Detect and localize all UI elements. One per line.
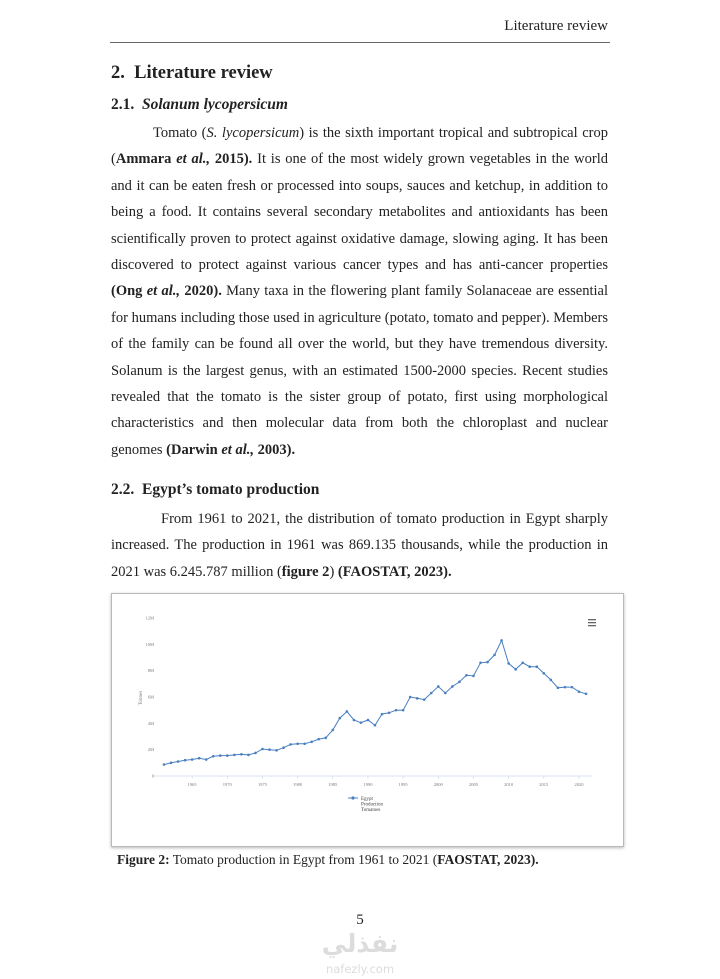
- subsection-number: 2.2.: [111, 481, 135, 498]
- data-point[interactable]: [170, 762, 173, 765]
- data-point[interactable]: [458, 681, 461, 684]
- data-point[interactable]: [332, 729, 335, 732]
- subsection-title: Egypt’s tomato production: [142, 481, 320, 498]
- data-point[interactable]: [163, 763, 166, 766]
- data-point[interactable]: [550, 679, 553, 682]
- legend-label: [361, 797, 383, 813]
- data-point[interactable]: [486, 661, 489, 664]
- y-tick-label: 8M: [147, 668, 154, 674]
- production-line-chart: [112, 594, 623, 846]
- running-header: Literature review: [504, 18, 608, 34]
- data-point[interactable]: [543, 672, 546, 675]
- data-point[interactable]: [402, 709, 405, 712]
- data-point[interactable]: [261, 748, 264, 751]
- data-point[interactable]: [296, 742, 299, 745]
- data-point[interactable]: [465, 674, 468, 677]
- data-point[interactable]: [388, 712, 391, 715]
- data-point[interactable]: [191, 758, 194, 761]
- figure-reference: figure 2: [281, 563, 330, 580]
- data-point[interactable]: [177, 760, 180, 763]
- data-point[interactable]: [535, 665, 538, 668]
- data-point[interactable]: [212, 755, 215, 758]
- x-tick-label: 1980: [293, 782, 303, 787]
- y-tick-label: 6M: [147, 694, 154, 700]
- data-point[interactable]: [430, 692, 433, 695]
- data-point[interactable]: [374, 724, 377, 727]
- x-tick-label: 2015: [539, 782, 549, 787]
- citation-ammara: Ammara et al., 2015).: [115, 151, 253, 168]
- data-point[interactable]: [205, 758, 208, 761]
- text-run: From 1961 to 2021, the distribution of tomato production in Egypt sharply increased. The production in 1961 was 869.135 thousands, while the production in 2021 was 6.245.787 million (: [111, 511, 608, 580]
- section-title: Literature review: [134, 63, 273, 83]
- data-point[interactable]: [395, 709, 398, 712]
- data-point[interactable]: [289, 743, 292, 746]
- data-point[interactable]: [240, 753, 243, 756]
- text-run: Many taxa in the flowering plant family Solanaceae are essential for humans including those used in agriculture (potato, tomato and pepper). Members of the family can be found all over the world, but they have tremendous diversity. Solanum is the largest genus, with an estimated 1500-2000 species. Recent studies revealed that the tomato is the sister group of potato, first using morphological characteristics and then molecular data from both the chloroplast and nuclear genomes: [111, 283, 609, 458]
- caption-source: FAOSTAT, 2023).: [437, 852, 539, 867]
- series-line-egypt: [164, 640, 586, 764]
- data-point[interactable]: [367, 719, 370, 722]
- data-point[interactable]: [303, 742, 306, 745]
- data-point[interactable]: [451, 685, 454, 688]
- subsection-heading-2-2: [111, 481, 319, 499]
- y-tick-label: 0: [151, 773, 154, 779]
- data-point[interactable]: [521, 661, 524, 664]
- x-tick-label: 1975: [257, 782, 267, 787]
- data-point[interactable]: [310, 740, 313, 743]
- text-run: Tomato (: [153, 125, 207, 141]
- figure-label: Figure 2:: [117, 852, 170, 867]
- watermark-logo: نفذلي: [321, 929, 399, 958]
- x-tick-label: 2020: [574, 782, 584, 787]
- data-point[interactable]: [381, 713, 384, 716]
- data-point[interactable]: [564, 686, 567, 689]
- data-point[interactable]: [339, 717, 342, 720]
- header-rule: [110, 42, 610, 43]
- caption-text: Tomato production in Egypt from 1961 to 2021 (: [169, 852, 438, 867]
- hamburger-menu-icon[interactable]: [588, 619, 596, 626]
- x-tick-label: 1990: [363, 782, 373, 787]
- data-point[interactable]: [528, 665, 531, 668]
- data-point[interactable]: [571, 686, 574, 689]
- y-tick-label: 10M: [145, 641, 154, 647]
- x-tick-label: 1965: [187, 782, 197, 787]
- data-point[interactable]: [219, 754, 222, 757]
- data-point[interactable]: [184, 759, 187, 762]
- subsection-number: 2.1.: [111, 96, 135, 113]
- species-name: S. lycopersicum: [206, 125, 300, 141]
- y-axis-label: Tonnes: [139, 690, 144, 706]
- data-point[interactable]: [416, 697, 419, 700]
- data-point[interactable]: [507, 662, 510, 665]
- section-number: 2.: [111, 63, 125, 83]
- text-run: ) is the sixth important tropical and subtropical crop (: [111, 125, 608, 168]
- data-point[interactable]: [444, 692, 447, 695]
- legend-label-line: Production: [361, 802, 383, 808]
- data-point[interactable]: [493, 654, 496, 657]
- x-tick-label: 1985: [328, 782, 338, 787]
- page-number: 5: [356, 912, 364, 928]
- data-point[interactable]: [275, 749, 278, 752]
- data-point[interactable]: [585, 692, 588, 695]
- legend-label-line: Egypt: [361, 797, 373, 802]
- data-point[interactable]: [324, 737, 327, 740]
- data-point[interactable]: [346, 710, 349, 713]
- data-point[interactable]: [409, 696, 412, 699]
- data-point[interactable]: [353, 719, 356, 722]
- section-heading: [111, 63, 273, 84]
- citation-faostat: (FAOSTAT, 2023).: [337, 563, 452, 580]
- data-point[interactable]: [247, 754, 250, 757]
- data-point[interactable]: [282, 746, 285, 749]
- figure-caption: [117, 852, 539, 868]
- watermark-url: nafezly.com: [325, 962, 395, 976]
- legend-label-line: Tomatoes: [361, 808, 381, 813]
- data-point[interactable]: [472, 675, 475, 678]
- data-point[interactable]: [557, 686, 560, 689]
- legend-marker: [351, 796, 354, 799]
- data-point[interactable]: [254, 752, 257, 755]
- citation-ong: (Ong et al., 2020).: [111, 283, 222, 300]
- data-point[interactable]: [500, 639, 503, 642]
- y-tick-label: 4M: [147, 720, 154, 726]
- data-point[interactable]: [226, 754, 229, 757]
- data-point[interactable]: [360, 721, 363, 724]
- text-run: It is one of the most widely grown vegetables in the world and it can be eaten fresh or processed into soups, sauces and ketchup, in addition to being a food. It contains several secondary metabolites and antioxidants has been scientifically proven to protect against oxidative damage, slowing aging. It has been discovered to protect against various cancer types and has anti-cancer properties: [111, 151, 608, 274]
- data-point[interactable]: [514, 668, 517, 671]
- x-tick-label: 2010: [504, 782, 514, 787]
- text-run: ): [329, 563, 338, 580]
- data-point[interactable]: [268, 748, 271, 751]
- x-tick-label: 2005: [468, 782, 478, 787]
- paragraph-egypt-production: [111, 506, 608, 585]
- x-tick-label: 1970: [222, 782, 232, 787]
- legend-item-egypt[interactable]: [348, 796, 383, 813]
- data-point[interactable]: [578, 690, 581, 693]
- x-tick-label: 1995: [398, 782, 408, 787]
- y-tick-label: 2M: [147, 747, 154, 753]
- x-tick-label: 2000: [433, 782, 443, 787]
- figure-2-chart: [111, 593, 624, 847]
- data-point[interactable]: [437, 685, 440, 688]
- data-point[interactable]: [198, 757, 201, 760]
- y-tick-label: 12M: [145, 615, 154, 621]
- subsection-title: Solanum lycopersicum: [142, 96, 288, 113]
- subsection-heading-2-1: [111, 96, 288, 114]
- paragraph-solanum: [111, 120, 608, 463]
- citation-darwin: (Darwin et al., 2003).: [166, 441, 296, 458]
- data-point[interactable]: [233, 754, 236, 757]
- data-point[interactable]: [317, 738, 320, 741]
- data-point[interactable]: [423, 698, 426, 701]
- data-point[interactable]: [479, 661, 482, 664]
